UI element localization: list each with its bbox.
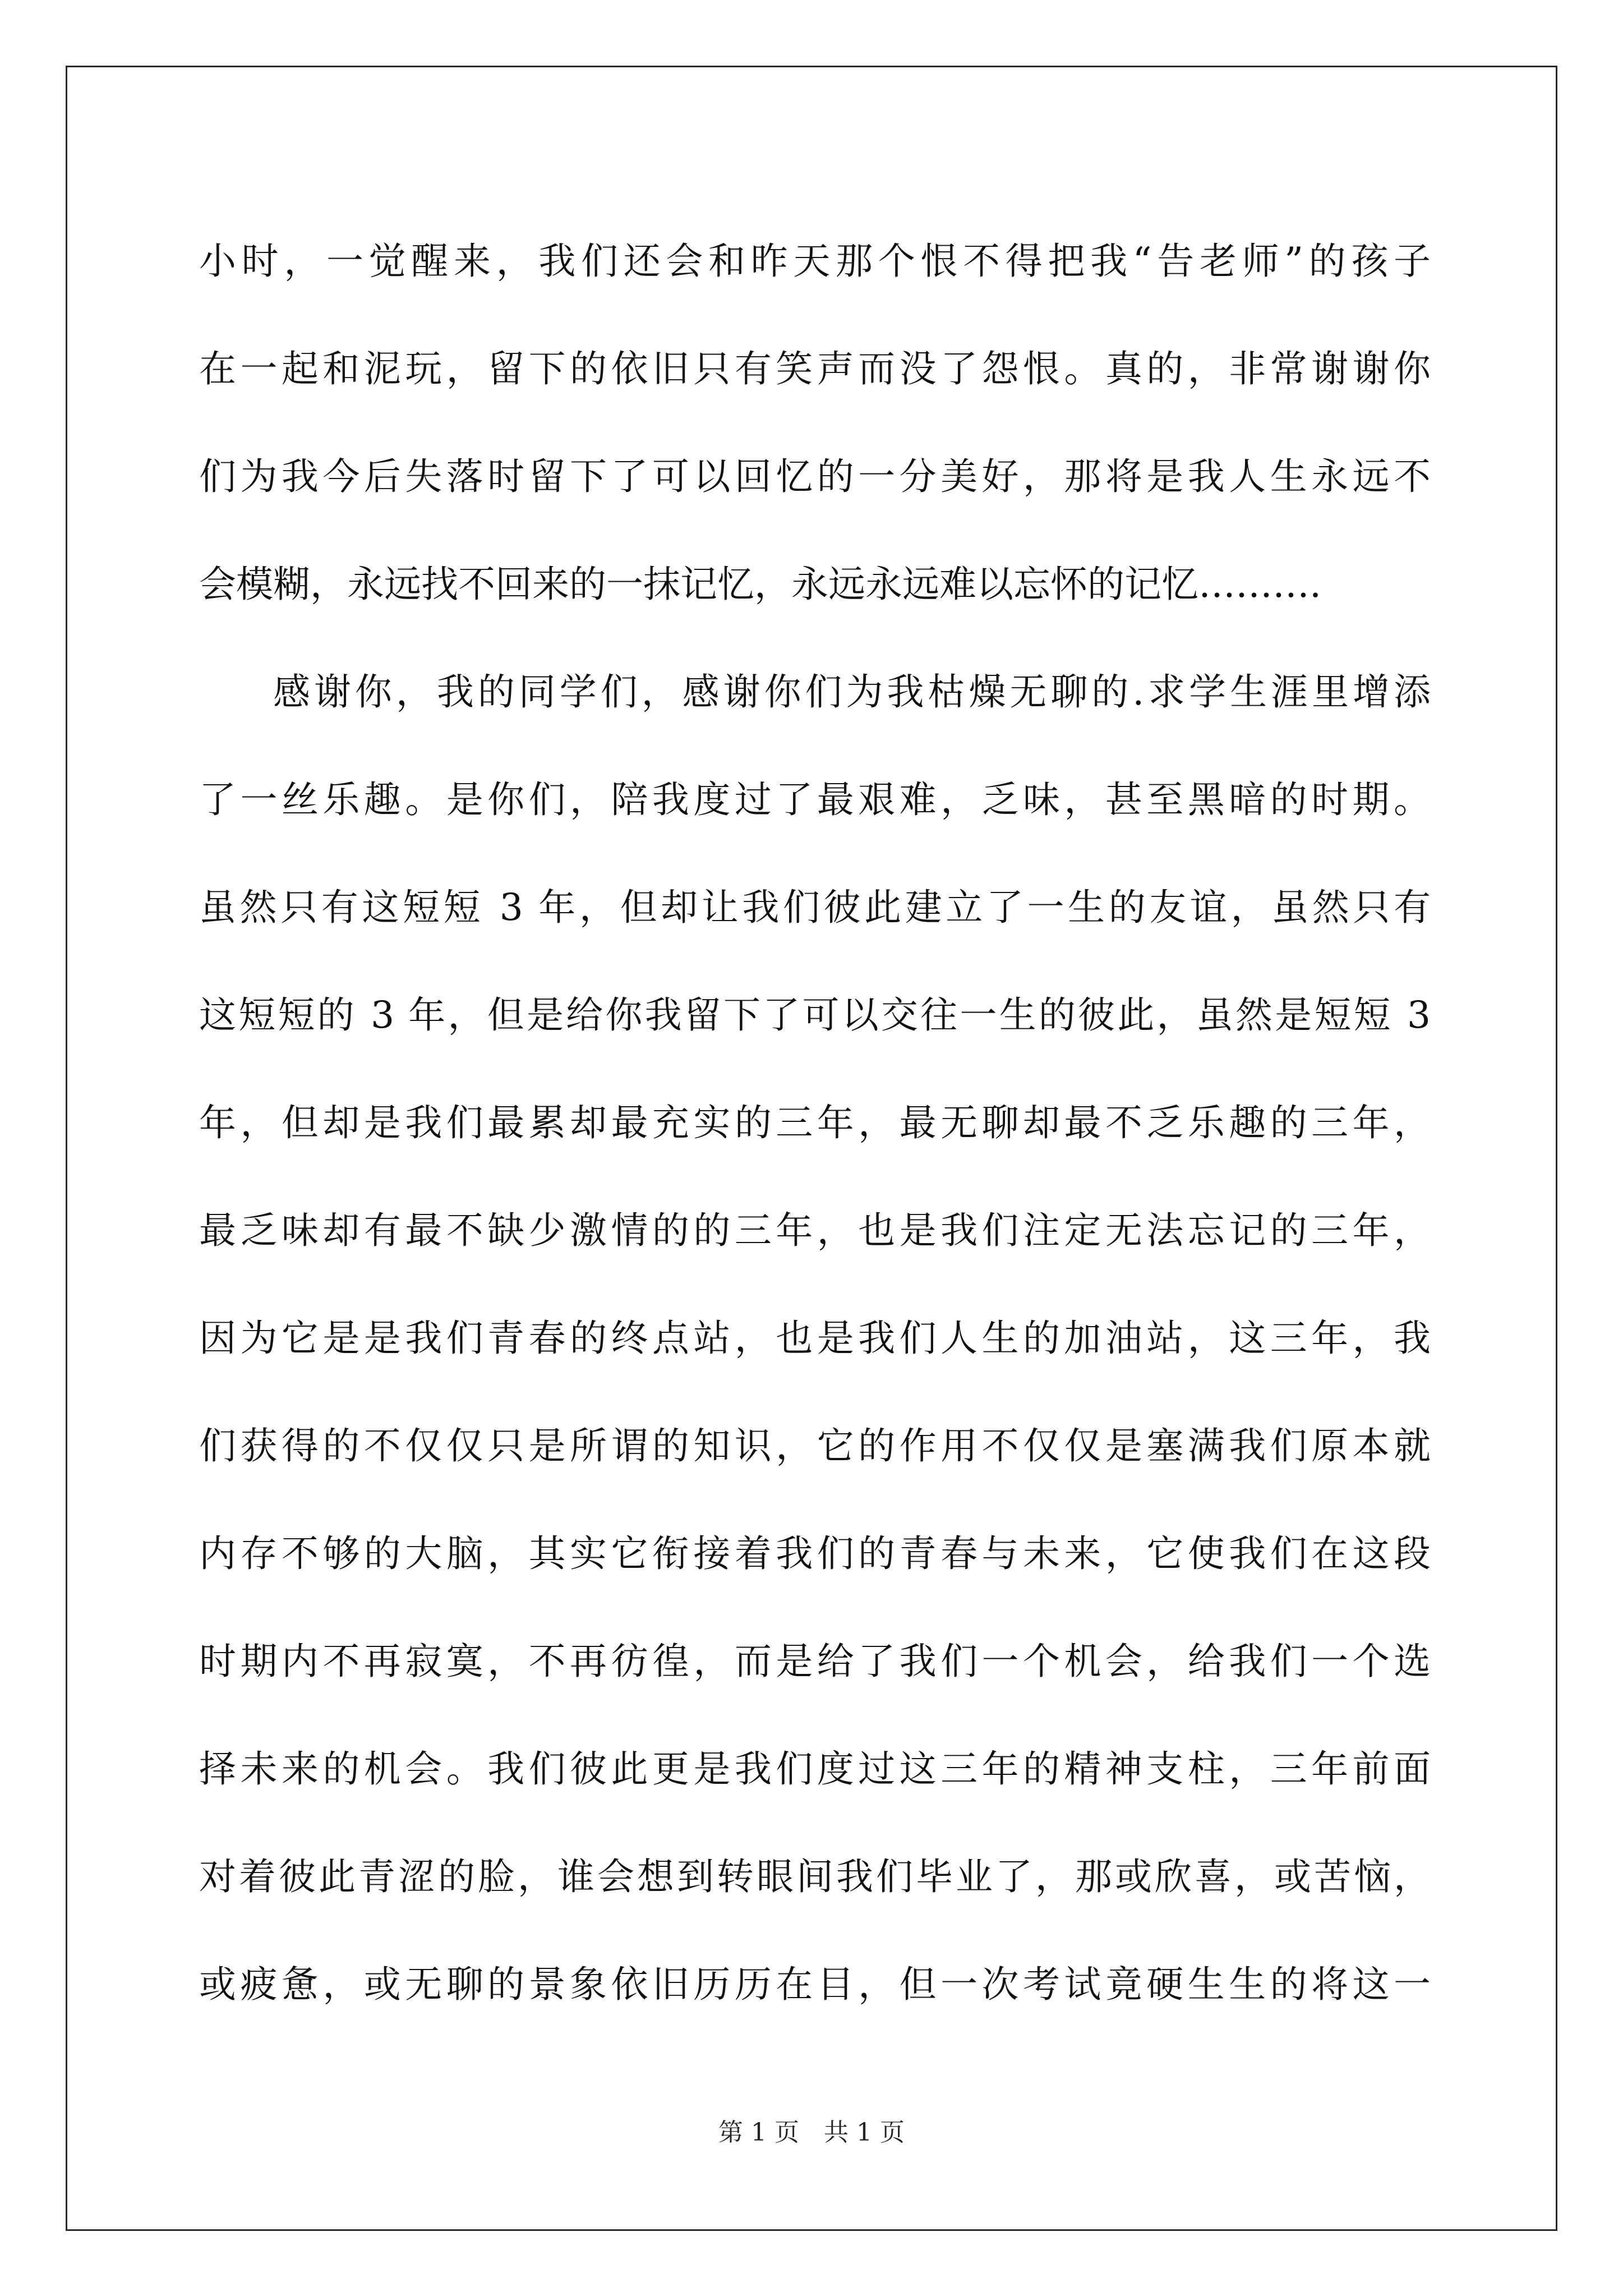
text-line: 最乏味却有最不缺少激情的的三年，也是我们注定无法忘记的三年， [199,1209,1431,1252]
text-line: 内存不够的大脑，其实它衔接着我们的青春与未来，它使我们在这段 [199,1532,1431,1575]
text-line: 虽然只有这短短 3 年，但却让我们彼此建立了一生的友谊，虽然只有 [199,886,1431,929]
text-line: 感谢你，我的同学们，感谢你们为我枯燥无聊的.求学生涯里增添 [273,670,1431,714]
text-line: 或疲惫，或无聊的景象依旧历历在目，但一次考试竟硬生生的将这一 [199,1963,1431,2006]
text-line: 时期内不再寂寞，不再彷徨，而是给了我们一个机会，给我们一个选 [199,1640,1431,1683]
document-body [199,208,1431,2039]
text-line: 因为它是是我们青春的终点站，也是我们人生的加油站，这三年，我 [199,1317,1431,1360]
text-line: 小时，一觉醒来，我们还会和昨天那个恨不得把我“告老师”的孩子 [199,240,1431,283]
text-line: 在一起和泥玩，留下的依旧只有笑声而没了怨恨。真的，非常谢谢你 [199,347,1431,390]
text-line: 对着彼此青涩的脸，谁会想到转眼间我们毕业了，那或欣喜，或苦恼， [199,1855,1431,1898]
text-line: 了一丝乐趣。是你们，陪我度过了最艰难，乏味，甚至黑暗的时期。 [199,778,1431,821]
text-line: 们为我今后失落时留下了可以回忆的一分美好，那将是我人生永远不 [199,455,1431,498]
text-line: 这短短的 3 年，但是给你我留下了可以交往一生的彼此，虽然是短短 3 [199,993,1431,1037]
text-line: 会模糊，永远找不回来的一抹记忆，永远永远难以忘怀的记忆………. [199,563,1321,606]
text-line: 们获得的不仅仅只是所谓的知识，它的作用不仅仅是塞满我们原本就 [199,1424,1431,1467]
page-footer: 第 1 页 共 1 页 [718,2118,905,2147]
text-line: 年，但却是我们最累却最充实的三年，最无聊却最不乏乐趣的三年， [199,1101,1431,1144]
text-line: 择未来的机会。我们彼此更是我们度过这三年的精神支柱，三年前面 [199,1747,1431,1791]
